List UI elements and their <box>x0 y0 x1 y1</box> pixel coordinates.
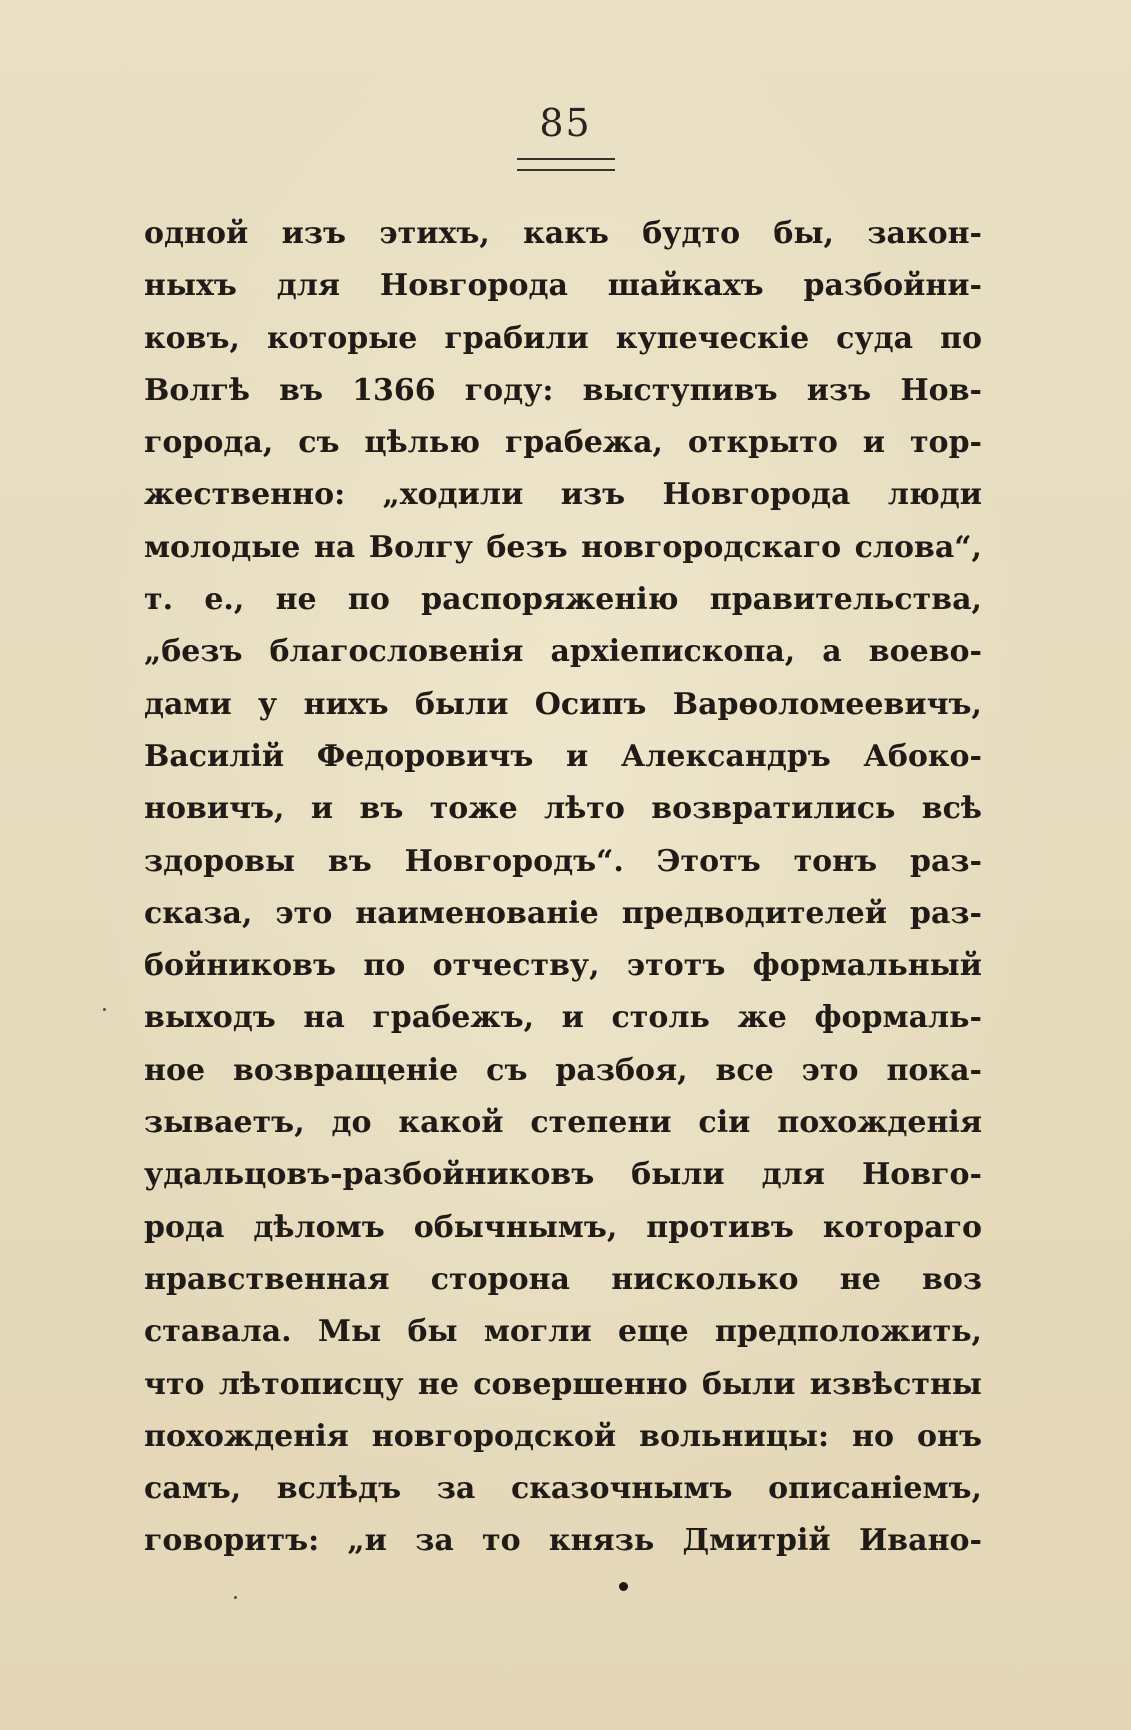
text-line: что лѣтописцу не совершенно были извѣстны <box>144 1366 982 1402</box>
page-header <box>0 101 1131 145</box>
text-line: похожденiя новгородской вольницы: но онъ <box>144 1418 982 1454</box>
text-line: ное возвращенiе съ разбоя, все это пока- <box>144 1052 982 1088</box>
text-line: жественно: „ходили изъ Новгорода люди <box>144 477 982 513</box>
text-line: дами у нихъ были Осипъ Варѳоломеевичъ, <box>144 686 982 722</box>
text-line: говоритъ: „и за то князь Дмитрiй Ивано- <box>144 1523 982 1559</box>
text-line: одной изъ этихъ, какъ будто бы, закон- <box>144 216 982 251</box>
text-line: т. е., не по распоряженiю правительства, <box>144 582 982 618</box>
text-line: здоровы въ Новгородъ“. Этотъ тонъ раз- <box>144 843 982 879</box>
text-line: рода дѣломъ обычнымъ, противъ котораго <box>144 1209 982 1245</box>
text-line: удальцовъ-разбойниковъ были для Новго- <box>144 1157 982 1193</box>
text-line: самъ, вслѣдъ за сказочнымъ описанiемъ, <box>144 1471 982 1507</box>
text-line: выходъ на грабежъ, и столь же формаль- <box>144 1000 982 1036</box>
text-line: „безъ благословенiя архiепископа, а воево- <box>144 634 982 670</box>
body-text <box>144 208 982 1568</box>
text-line: нравственная сторона нисколько не воз <box>144 1261 982 1297</box>
text-line: зываетъ, до какой степени сiи похожденiя <box>144 1105 982 1141</box>
text-line: Волгѣ въ 1366 году: выступивъ изъ Нов- <box>144 372 982 408</box>
text-line: сказа, это наименованiе предводителей раз- <box>144 895 982 931</box>
text-line: молодые на Волгу безъ новгородскаго слова“, <box>144 529 982 565</box>
text-line: бойниковъ по отчеству, этотъ формальный <box>144 948 982 984</box>
paper-speck <box>234 1596 237 1599</box>
text-line: ковъ, которые грабили купеческiе суда по <box>144 320 982 356</box>
text-line: города, съ цѣлью грабежа, открыто и тор- <box>144 425 982 461</box>
text-line: новичъ, и въ тоже лѣто возвратились всѣ <box>144 791 982 827</box>
text-line: ныхъ для Новгорода шайкахъ разбойни- <box>144 268 982 304</box>
paper-speck <box>103 1008 106 1011</box>
page-number: 85 <box>539 101 592 145</box>
header-double-rule <box>517 158 615 171</box>
bottom-ink-dot <box>619 1582 628 1591</box>
text-line: Василiй Федоровичъ и Александръ Абоко- <box>144 738 982 774</box>
text-line: ставала. Мы бы могли еще предположить, <box>144 1314 982 1350</box>
